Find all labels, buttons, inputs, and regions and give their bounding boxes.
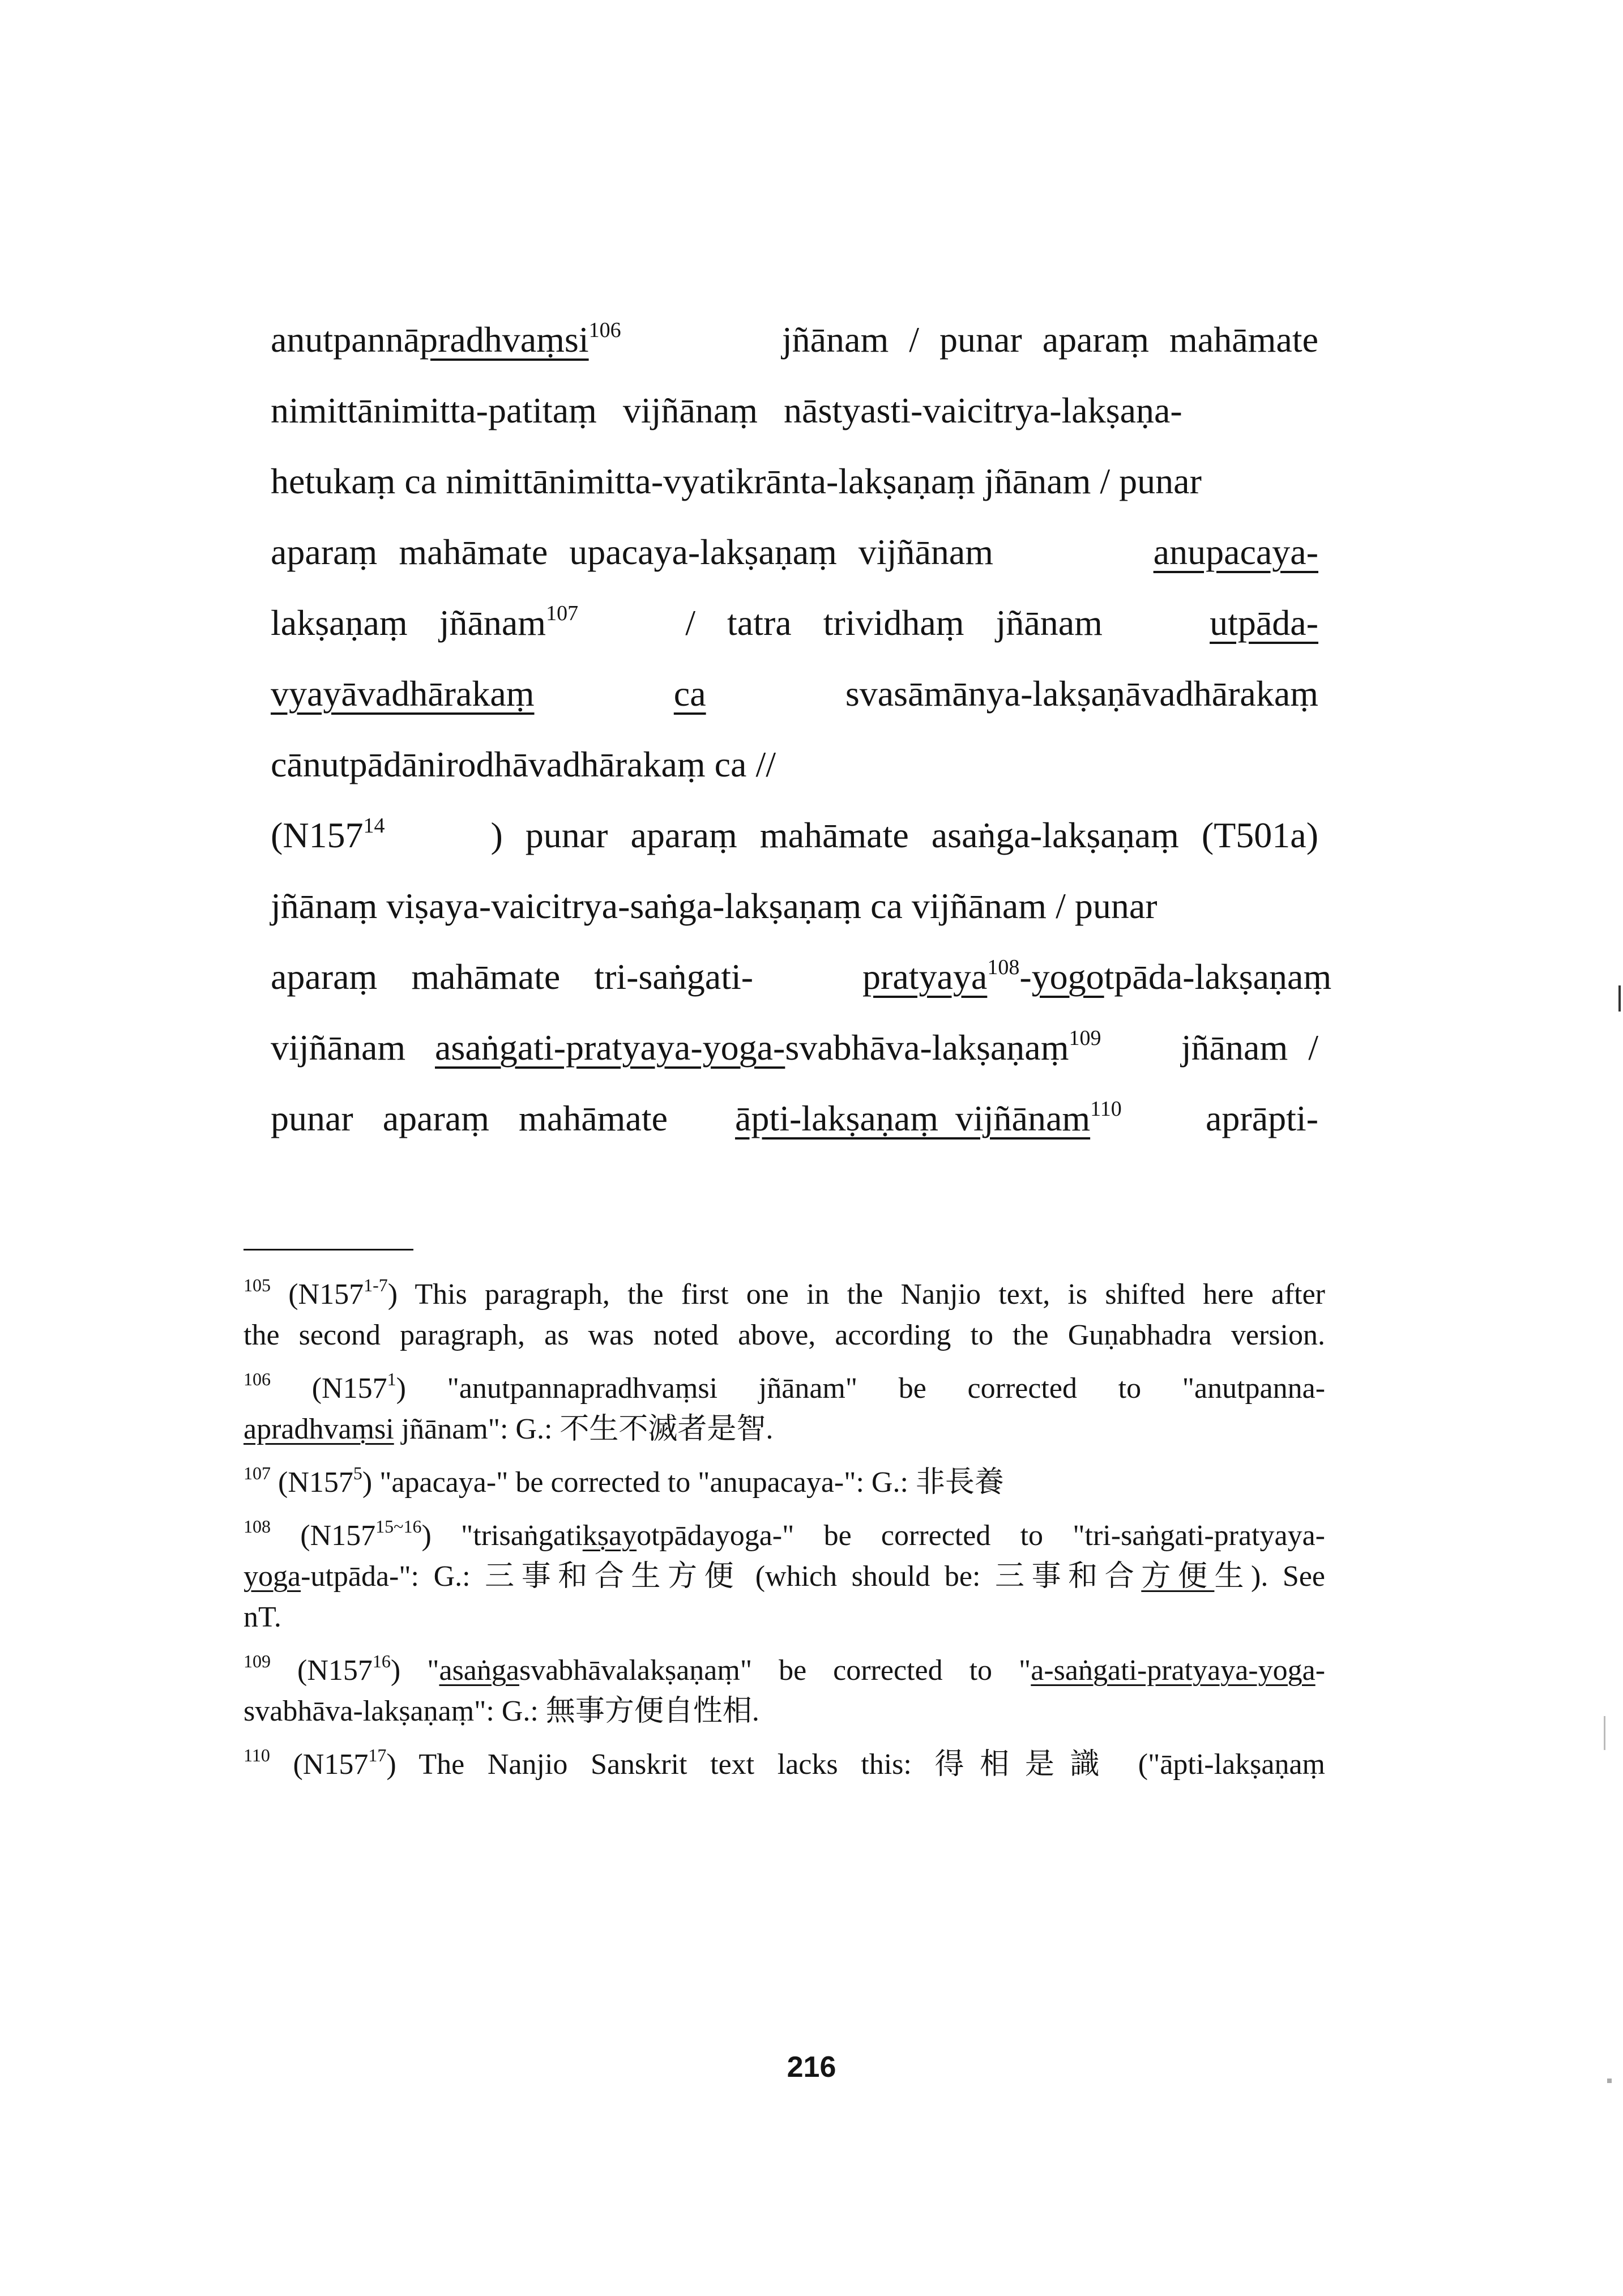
text-line-1: anutpannāpradhvaṃsi$^{106}$ jñānam / punar aparaṃ mahāmate [271, 318, 1318, 360]
scan-mark [1604, 1716, 1605, 1750]
footnote-ref-107: 107 [546, 601, 579, 625]
underlined-term: pratyaya [862, 957, 988, 997]
text-line-2: nimittānimitta-patitaṃ vijñānaṃ nāstyasti-vaicitrya-lakṣaṇa- [271, 390, 1182, 430]
page-number: 216 [787, 2051, 836, 2084]
text-line-6: vyayāvadhārakaṃ ca svasāmānya-lakṣaṇāvadhārakaṃ [271, 671, 1318, 716]
text-line-7: cānutpādānirodhāvadhārakaṃ ca // [271, 744, 776, 784]
footnotes [244, 1274, 1325, 1798]
text-line-11: vijñānam asaṅgati-pratyaya-yoga-svabhāva-lakṣaṇaṃ$^{109}$ jñānam / [271, 1026, 1318, 1068]
footnote-107: $^{107}$ $(N157^5)$ "apacaya-" be corrected to "anupacaya-": G.: 非長養 [244, 1463, 1004, 1499]
text-line-10: aparaṃ mahāmate tri-saṅgati- pratyaya$^{108}$-yogotpāda-lakṣaṇaṃ [271, 955, 1332, 997]
underlined-term: āpti-lakṣaṇaṃ vijñānam [735, 1098, 1091, 1138]
underlined-term: vyayāvadhārakaṃ [271, 673, 535, 714]
footnote-separator [244, 1249, 413, 1251]
underlined-term: anupacaya- [1153, 532, 1318, 572]
underlined-term: ca [673, 673, 706, 714]
footnote-109: $^{109}$ $(N157^{16})$ "asaṅgasvabhāvalakṣaṇaṃ" be corrected to "a-saṅgati-pratyaya-yoga- svabhāva-lakṣaṇaṃ": G.: 無事方便自性相. [244, 1651, 1326, 1727]
underlined-term: asaṅgati-pratyaya-yoga- [435, 1027, 785, 1068]
footnote-ref-110: 110 [1090, 1097, 1122, 1121]
text-line-4: aparaṃ mahāmate upacaya-lakṣaṇaṃ vijñānam anupacaya- [271, 530, 1318, 575]
scan-mark [1618, 985, 1621, 1012]
text-line-12: punar aparaṃ mahāmate āpti-lakṣaṇaṃ vijñānam$^{110}$ aprāpti- [271, 1097, 1318, 1138]
text-line-5: lakṣaṇaṃ jñānam$^{107}$ / tatra trividhaṃ jñānam utpāda- [271, 600, 1318, 646]
text-line-8: ($N157^{14}$ ) punar aparaṃ mahāmate asaṅga-lakṣaṇaṃ (T501a) [271, 814, 1318, 855]
footnote-ref-108: 108 [987, 955, 1020, 979]
text-line-9: jñānaṃ viṣaya-vaicitrya-saṅga-lakṣaṇaṃ ca vijñānam / punar [271, 886, 1158, 926]
underlined-term: yogo [1031, 957, 1104, 997]
footnote-110: $^{110}$ $(N157^{17})$ The Nanjio Sanskrit text lacks this: 得相是識 ("āpti-lakṣaṇaṃ [244, 1745, 1325, 1781]
footnote-ref-106: 106 [588, 318, 621, 342]
scan-mark [1607, 2079, 1612, 2083]
page-ref: 14 [363, 814, 385, 838]
footnote-ref-109: 109 [1069, 1026, 1101, 1050]
text-line-3: hetukaṃ ca nimittānimitta-vyatikrānta-lakṣaṇaṃ jñānam / punar [271, 461, 1202, 501]
underlined-term: pradhvaṃsi [420, 319, 589, 360]
underlined-term: utpāda- [1210, 603, 1318, 643]
footnote-106: $^{106}$ $(N157^1)$ "anutpannapradhvaṃsi jñānam" be corrected to "anutpanna- apradhvaṃsi jñānam": G.: 不生不滅者是智. [244, 1369, 1326, 1445]
footnote-108: $^{108}$ $(N157^{15\sim 16})$ "trisaṅgatikṣayotpādayoga-" be corrected to "tri-saṅgati-pratyaya- yoga-utpāda-": G.: 三事和合生方便 (which should be: 三事和合方便生). See nT. [244, 1516, 1325, 1633]
footnote-105: $^{105}$ (N157$^{1-7}$) This paragraph, the first one in the Nanjio text, is shifted here after the second paragraph, as was noted above, according to the Guṇabhadra version. [244, 1275, 1325, 1351]
